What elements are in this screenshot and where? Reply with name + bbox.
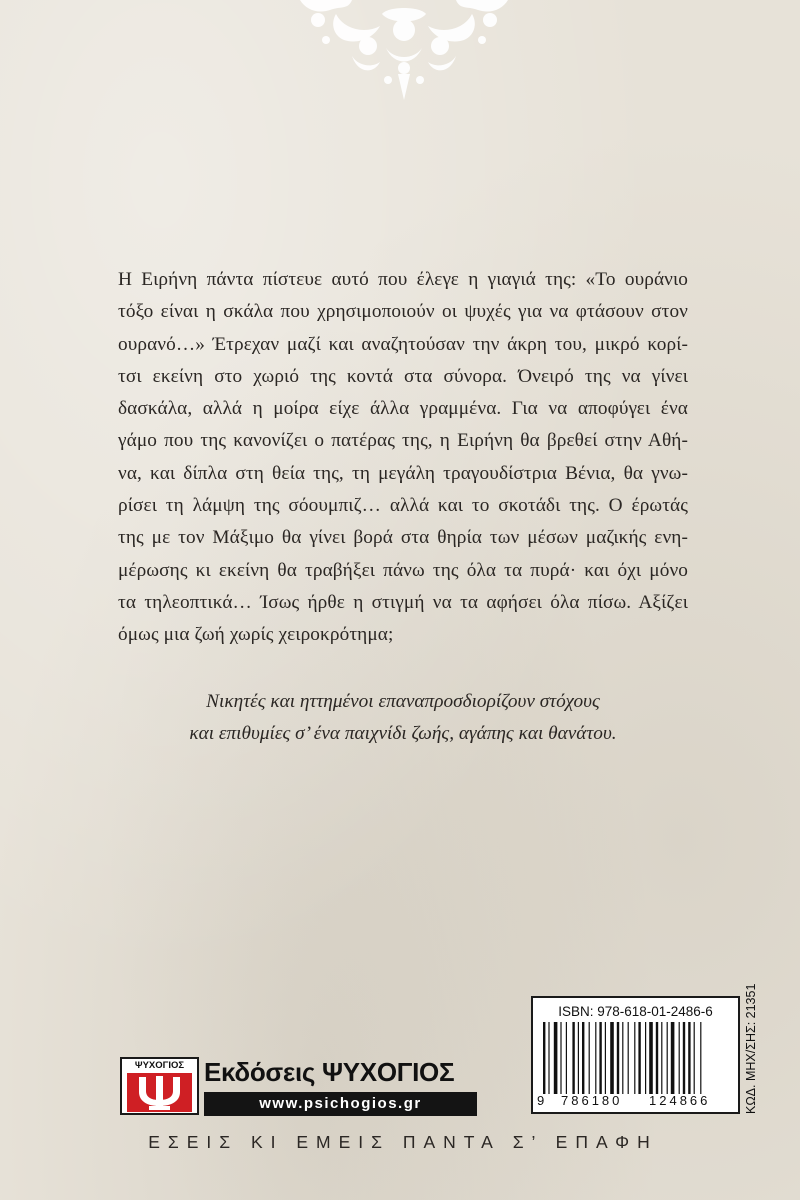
blurb-line: ρίσει τη λάμψη της σόουμπιζ… αλλά και το σκοτάδι της. Ο έρωτάς: [118, 495, 688, 517]
blurb-line: γάμο που της κανονίζει ο πατέρας της, η Ειρήνη θα βρεθεί στην Αθή-: [118, 430, 688, 452]
isbn-barcode: [531, 996, 740, 1114]
barcode-stripe: [683, 1022, 685, 1094]
tagline-line-1: Νικητές και ηττημένοι επαναπροσδιορίζουν στόχους: [206, 691, 600, 712]
blurb-line: τόξο είναι η σκάλα που χρησιμοποιούν οι ψυχές για να φτάσουν στον: [118, 301, 688, 323]
barcode-bars: [541, 1022, 731, 1094]
blurb-line: να, και δίπλα στη θεία της, τη μεγάλη τραγουδίστρια Βένια, θα γνω-: [118, 462, 688, 484]
barcode-stripe: [599, 1022, 601, 1094]
isbn-number: ISBN: 978-618-01-2486-6: [558, 1004, 713, 1019]
barcode-stripe: [656, 1022, 658, 1094]
barcode-digits-right: 124866: [649, 1093, 711, 1108]
barcode-stripe: [661, 1022, 662, 1094]
tagline: [118, 686, 688, 750]
barcode-stripe: [578, 1022, 579, 1094]
blurb-line: Η Ειρήνη πάντα πίστευε αυτό που έλεγε η γιαγιά της: «Το ουράνιο: [118, 269, 688, 290]
blurb-line: της με τον Μάξιμο θα γίνει βορά στα θηρία των μέσων μαζικής ενη-: [118, 527, 688, 549]
barcode-stripe: [622, 1022, 623, 1094]
barcode-stripe: [605, 1022, 606, 1094]
barcode-stripe: [554, 1022, 558, 1094]
blurb-line: μέρωσης κι εκείνη θα τραβήξει πάνω της όλα τα πυρά· και όχι μόνο: [118, 559, 688, 581]
barcode-stripe: [566, 1022, 567, 1094]
barcode-stripe: [628, 1022, 629, 1094]
barcode-stripe: [700, 1022, 701, 1094]
floral-ornament: [296, 0, 512, 106]
barcode-stripe: [634, 1022, 635, 1094]
barcode-stripe: [582, 1022, 584, 1094]
blurb-line: ουρανό…» Έτρεχαν μαζί και αναζητούσαν την άκρη του, μικρό κορί-: [118, 333, 688, 355]
barcode-stripe: [649, 1022, 653, 1094]
barcode-stripe: [638, 1022, 640, 1094]
barcode-stripe: [610, 1022, 614, 1094]
blurb-line: όμως μια ζωή χωρίς χειροκρότημα;: [118, 624, 394, 646]
barcode-stripe: [548, 1022, 549, 1094]
barcode-stripe: [589, 1022, 590, 1094]
barcode-stripe: [671, 1022, 675, 1094]
publisher-name: Εκδόσεις ΨΥΧΟΓΙΟΣ: [204, 1057, 455, 1087]
barcode-stripe: [543, 1022, 545, 1094]
psi-logo-icon: [127, 1073, 192, 1112]
blurb-line: τσι εκείνη στο χωριό της κοντά στα σύνορα. Όνειρό της να γίνει: [118, 365, 688, 387]
blurb-line: τα τηλεοπτικά… Ίσως ήρθε η στιγμή να τα αφήσει όλα πίσω. Αξίζει: [118, 591, 688, 613]
barcode-stripe: [679, 1022, 680, 1094]
barcode-stripe: [572, 1022, 574, 1094]
barcode-stripe: [595, 1022, 596, 1094]
product-code: ΚΩΔ. ΜΗΧ/ΣΗΣ: 21351: [744, 983, 758, 1114]
barcode-stripe: [560, 1022, 561, 1094]
barcode-stripe: [694, 1022, 695, 1094]
barcode-digit-first: 9: [537, 1093, 545, 1108]
publisher-logo: [120, 1057, 199, 1115]
blurb-line: δασκάλα, αλλά η μοίρα είχε άλλα γραμμένα. Για να αποφύγει ένα: [118, 398, 688, 420]
barcode-stripe: [688, 1022, 690, 1094]
publisher-url[interactable]: www.psichogios.gr: [204, 1092, 477, 1116]
tagline-line-2: και επιθυμίες σ’ ένα παιχνίδι ζωής, αγάπης και θανάτου.: [189, 723, 617, 744]
barcode-stripe: [645, 1022, 646, 1094]
back-cover-blurb: [118, 264, 688, 652]
publisher-motto: ΕΣΕΙΣ ΚΙ ΕΜΕΙΣ ΠΑΝΤΑ Σ’ ΕΠΑΦΗ: [148, 1132, 658, 1152]
barcode-digits-left: 786180: [561, 1093, 623, 1108]
barcode-stripe: [667, 1022, 668, 1094]
logo-wordmark: ΨΥΧΟΓΙΟΣ: [134, 1060, 185, 1071]
barcode-digits: [537, 1093, 735, 1109]
barcode-stripe: [617, 1022, 619, 1094]
